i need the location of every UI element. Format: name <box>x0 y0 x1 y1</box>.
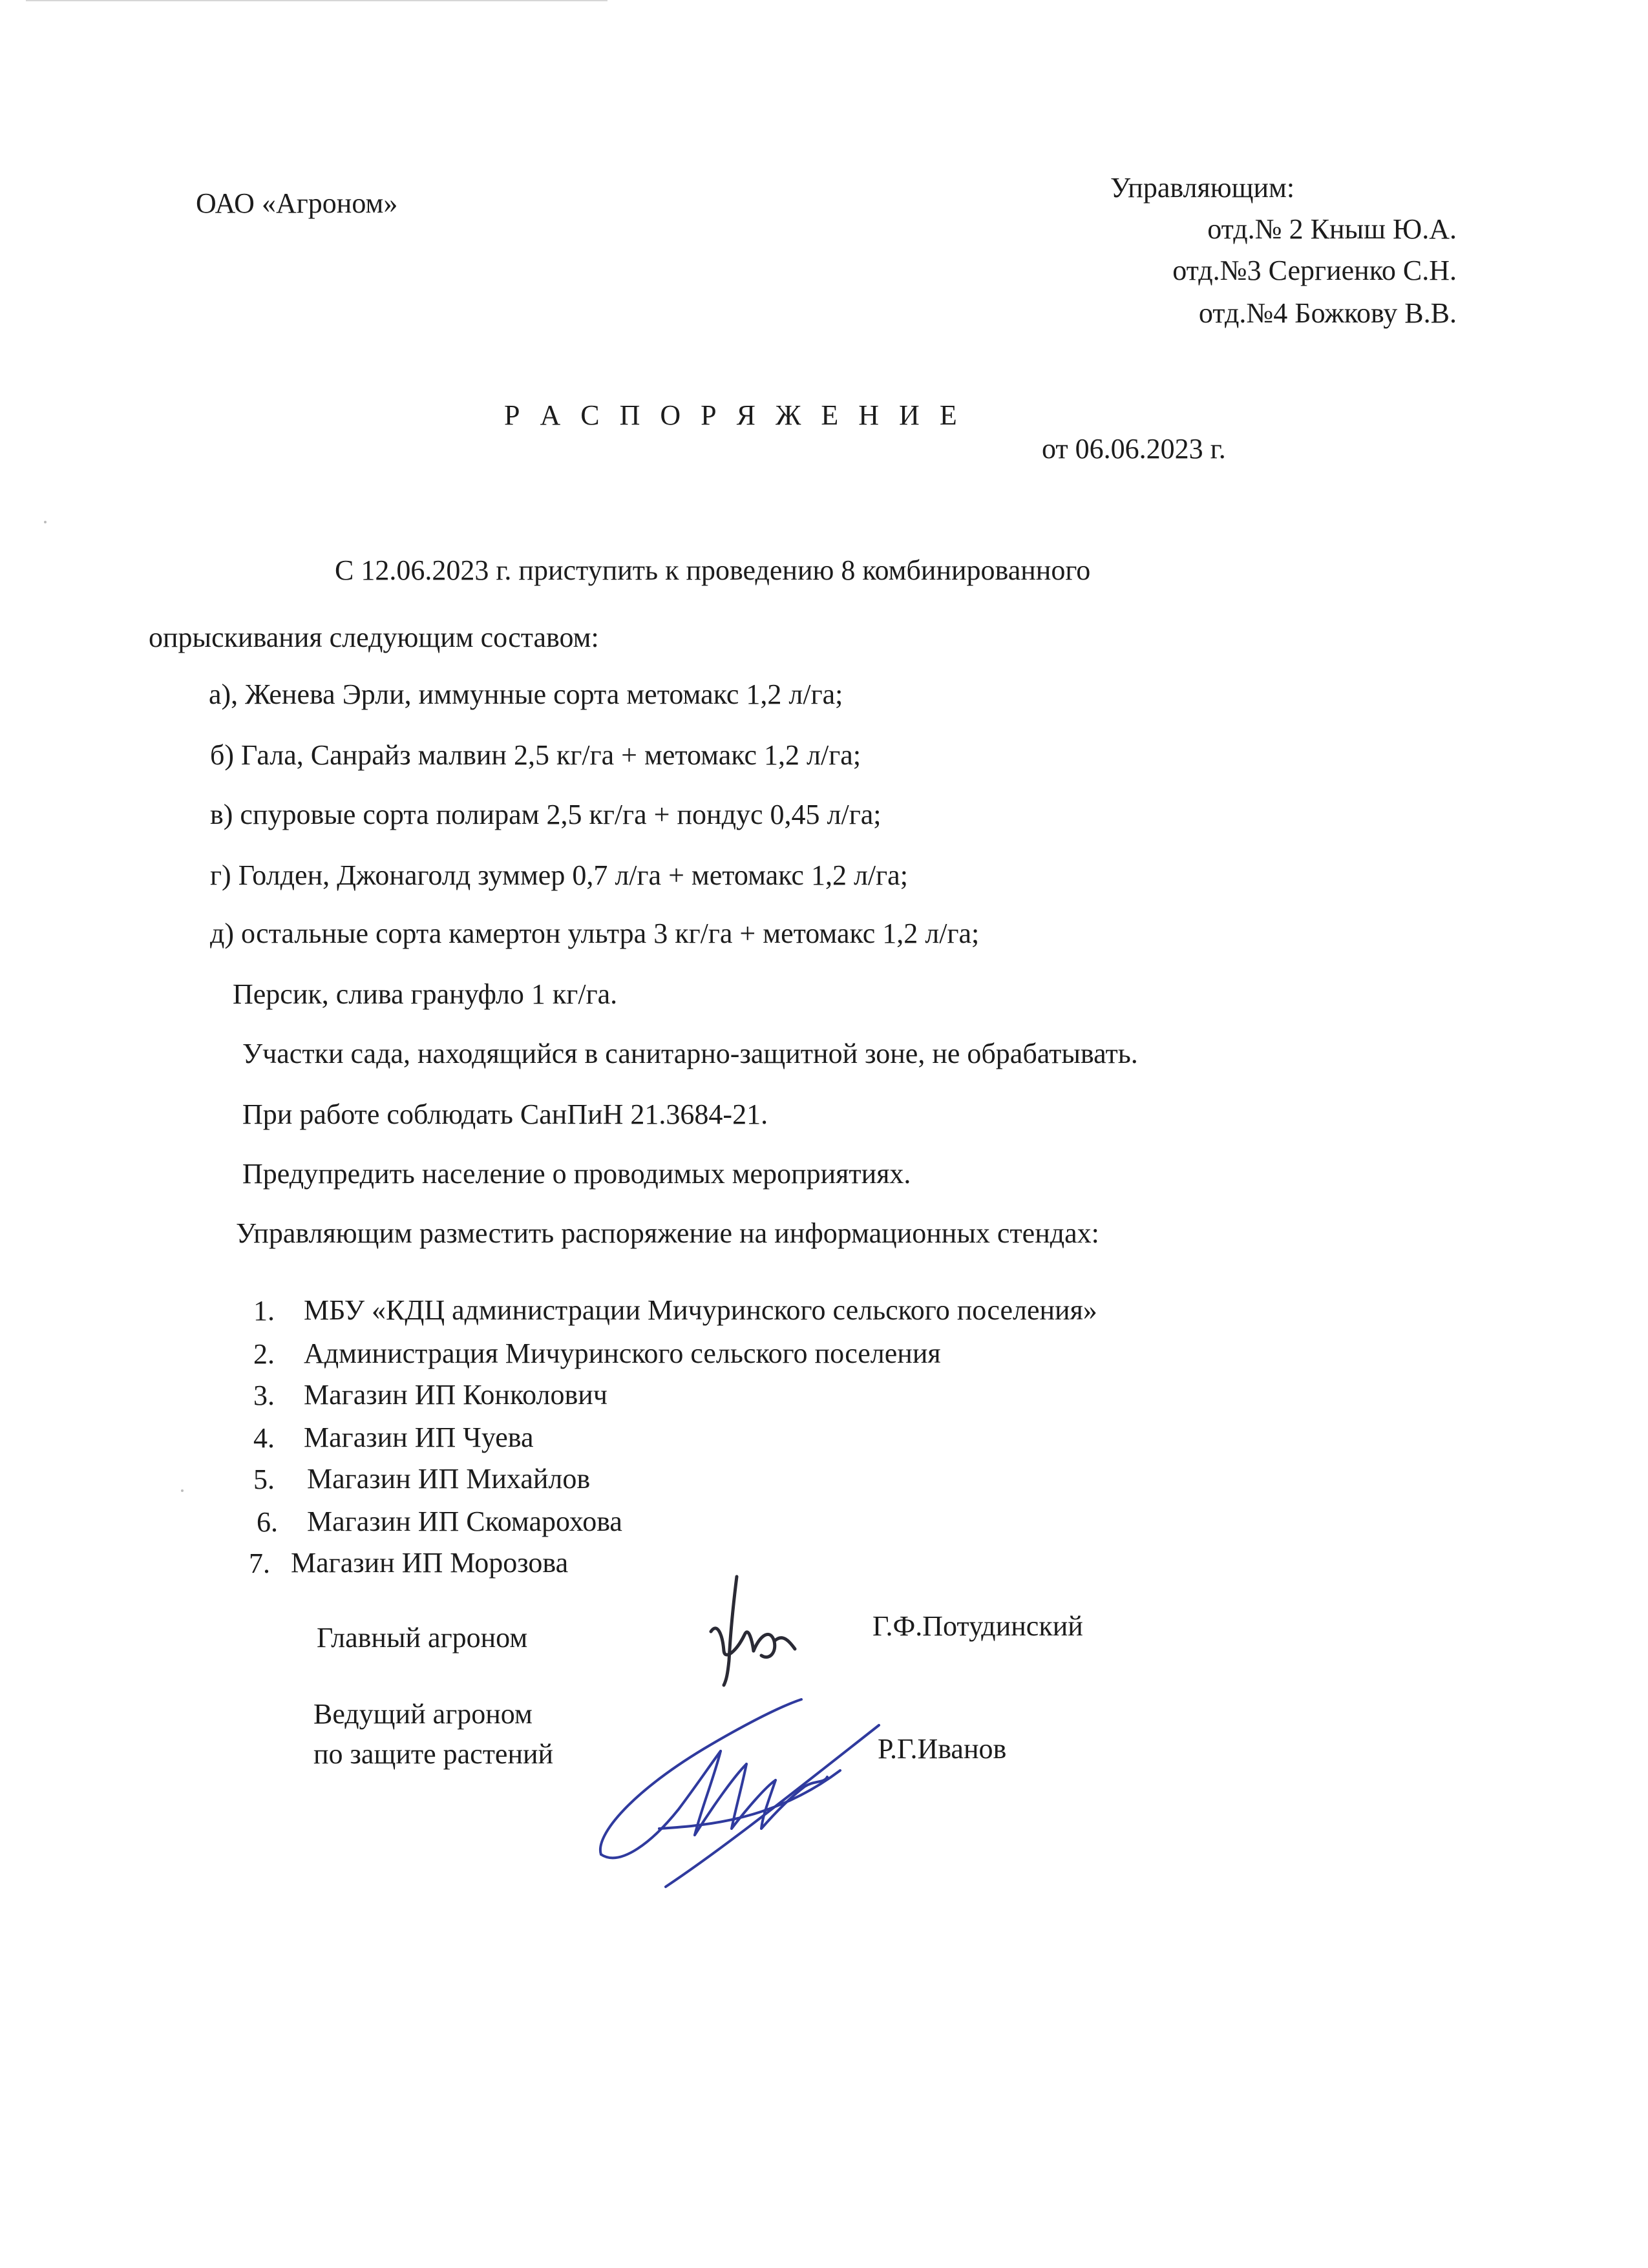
scan-edge-line <box>26 0 607 1</box>
document-date: от 06.06.2023 г. <box>1042 433 1226 465</box>
list-number: 1. <box>253 1295 275 1327</box>
list-number: 5. <box>253 1464 275 1495</box>
organization-name: ОАО «Агроном» <box>196 187 398 219</box>
intro-line: С 12.06.2023 г. приступить к проведению 8 комбинированного <box>335 554 1091 586</box>
list-number: 6. <box>257 1506 278 1538</box>
list-item: Магазин ИП Конколович <box>304 1379 607 1411</box>
list-item: Магазин ИП Михайлов <box>307 1463 591 1495</box>
signatory-name: Г.Ф.Потудинский <box>872 1610 1083 1642</box>
signatory-role: по защите растений <box>313 1738 554 1770</box>
signatory-name: Р.Г.Иванов <box>878 1733 1007 1765</box>
scan-speck <box>44 521 47 523</box>
composition-item: в) спуровые сорта полирам 2,5 кг/га + пондус 0,45 л/га; <box>210 799 882 830</box>
document-title: Р А С П О Р Я Ж Е Н И Е <box>504 399 964 431</box>
instruction-line: При работе соблюдать СанПиН 21.3684-21. <box>242 1098 768 1130</box>
list-number: 3. <box>253 1380 275 1411</box>
scan-speck <box>181 1489 184 1492</box>
composition-item: б) Гала, Санрайз малвин 2,5 кг/га + метомакс 1,2 л/га; <box>210 739 861 771</box>
instruction-line: Управляющим разместить распоряжение на информационных стендах: <box>236 1217 1099 1249</box>
list-number: 2. <box>253 1338 275 1370</box>
stone-fruit-line: Персик, слива грануфло 1 кг/га. <box>233 978 618 1010</box>
list-item: Администрация Мичуринского сельского поселения <box>304 1338 941 1369</box>
list-item: Магазин ИП Морозова <box>291 1547 569 1579</box>
composition-item: а), Женева Эрли, иммунные сорта метомакс 1,2 л/га; <box>209 678 843 710</box>
instruction-line: Участки сада, находящийся в санитарно-защитной зоне, не обрабатывать. <box>242 1038 1138 1069</box>
addressee-line: отд.№3 Сергиенко С.Н. <box>1172 255 1457 286</box>
list-item: Магазин ИП Чуева <box>304 1422 534 1453</box>
list-item: Магазин ИП Скомарохова <box>307 1506 622 1537</box>
addressee-title: Управляющим: <box>1110 172 1295 204</box>
addressee-line: отд.№ 2 Кныш Ю.А. <box>1207 213 1457 245</box>
intro-line: опрыскивания следующим составом: <box>149 622 599 653</box>
list-number: 4. <box>253 1422 275 1454</box>
list-number: 7. <box>249 1548 270 1579</box>
signatory-role: Главный агроном <box>317 1622 528 1654</box>
addressee-line: отд.№4 Божкову В.В. <box>1198 297 1457 329</box>
composition-item: д) остальные сорта камертон ультра 3 кг/га + метомакс 1,2 л/га; <box>210 918 980 949</box>
list-item: МБУ «КДЦ администрации Мичуринского сельского поселения» <box>304 1294 1097 1326</box>
instruction-line: Предупредить население о проводимых мероприятиях. <box>242 1158 911 1190</box>
signature-lead-agronomist <box>582 1674 918 1919</box>
signatory-role: Ведущий агроном <box>313 1698 533 1730</box>
composition-item: г) Голден, Джонаголд зуммер 0,7 л/га + метомакс 1,2 л/га; <box>210 859 908 891</box>
